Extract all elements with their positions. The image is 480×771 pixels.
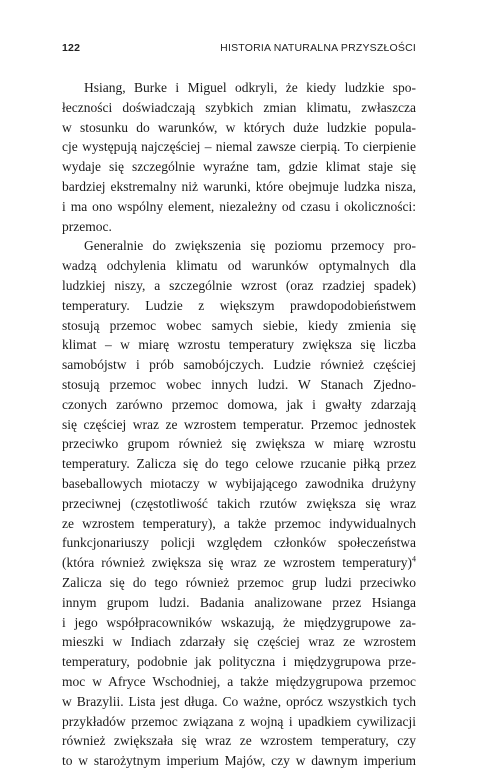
paragraph-2 xyxy=(62,236,416,771)
text-line: temperatury, podobnie jak polityczna i międzygrupowa prze- xyxy=(62,654,416,670)
text-line: czonych zarówno przemoc domowa, jak i gwałty zdarzają xyxy=(62,396,416,412)
running-title: HISTORIA NATURALNA PRZYSZŁOŚCI xyxy=(220,42,416,54)
text-line: bardziej ekstremalny niż warunki, które obejmuje ludzka nisza, xyxy=(62,178,416,194)
text-line: ze wzrostem temperatury), a także przemoc indywidualnych xyxy=(62,515,416,531)
text-line: w stosunku do warunków, w których duże ludzkie popula- xyxy=(62,119,416,135)
text-line-with-footnote xyxy=(62,553,416,573)
text-line: przeciwnej (częstotliwość takich rzutów zwiększa się wraz xyxy=(62,495,416,511)
text-line: moc w Afryce Wschodniej, a także międzygrupowa przemoc xyxy=(62,673,416,689)
text-line: baseballowych miotaczy w wybijającego zawodnika drużyny xyxy=(62,475,416,491)
text-line: Zalicza się do tego również przemoc grup ludzi przeciwko xyxy=(62,574,416,590)
text-line: i jego współpracowników wskazują, że międzygrupowe za- xyxy=(62,614,416,630)
text-line: temperatury. Ludzie z większym prawdopodobieństwem xyxy=(62,297,416,313)
text-line: ludzkiej niszy, a szczególnie wzrost (oraz rzadziej spadek) xyxy=(62,277,416,293)
footnote-marker: 4 xyxy=(412,554,416,564)
text-line: przykładów przemoc związana z wojną i upadkiem cywilizacji xyxy=(62,713,416,729)
paragraph-1 xyxy=(62,78,416,236)
text-line: temperatury. Zalicza się do tego celowe rzucanie piłką przez xyxy=(62,456,416,472)
text-line: wydaje się szczególnie wyraźne tam, gdzie klimat staje się xyxy=(62,159,416,175)
text-line: również zwiększała się wraz ze wzrostem temperatury, czy xyxy=(62,733,416,749)
text-line: to w starożytnym imperium Majów, czy w dawnym imperium xyxy=(62,753,416,769)
text-line: Hsiang, Burke i Miguel odkryli, że kiedy ludzkie spo- xyxy=(84,80,416,95)
text-line: mieszki w Indiach zdarzały się częściej wraz ze wzrostem xyxy=(62,634,416,650)
text-line: w Brazylii. Lista jest długa. Co ważne, oprócz wszystkich tych xyxy=(62,693,416,709)
text-line: funkcjonariuszy policji względem członków społeczeństwa xyxy=(62,535,416,551)
text-line: stosują przemoc wobec samych siebie, kiedy zmienia się xyxy=(62,317,416,333)
text-line: przeciwko grupom również się zwiększa w miarę wzrostu xyxy=(62,436,416,452)
text-line: cje występują najczęściej – niemal zawsze cierpią. To cierpienie xyxy=(62,139,416,155)
text-line: przemoc. xyxy=(62,218,112,234)
text-line: stosują przemoc wobec innych ludzi. W Stanach Zjedno- xyxy=(62,376,416,392)
page-number: 122 xyxy=(62,42,81,54)
text-line-content: (która również zwiększa się wraz ze wzrostem temperatury) xyxy=(62,555,412,571)
text-line: samobójstw i prób samobójczych. Ludzie również częściej xyxy=(62,357,416,373)
text-line: się częściej wraz ze wzrostem temperatur. Przemoc jednostek xyxy=(62,416,416,432)
text-line: wadzą odchylenia klimatu od warunków optymalnych dla xyxy=(62,258,416,274)
text-line: klimat – w miarę wzrostu temperatury zwiększa się liczba xyxy=(62,337,416,353)
text-line: i ma ono wspólny element, niezależny od czasu i okoliczności: xyxy=(62,198,416,214)
text-line: innym grupom ludzi. Badania analizowane przez Hsianga xyxy=(62,594,416,610)
page-body xyxy=(62,78,416,771)
running-header xyxy=(62,42,416,62)
text-line: łeczności doświadczają szybkich zmian klimatu, zwłaszcza xyxy=(62,99,416,115)
text-line: Generalnie do zwiększenia się poziomu przemocy pro- xyxy=(84,238,416,254)
